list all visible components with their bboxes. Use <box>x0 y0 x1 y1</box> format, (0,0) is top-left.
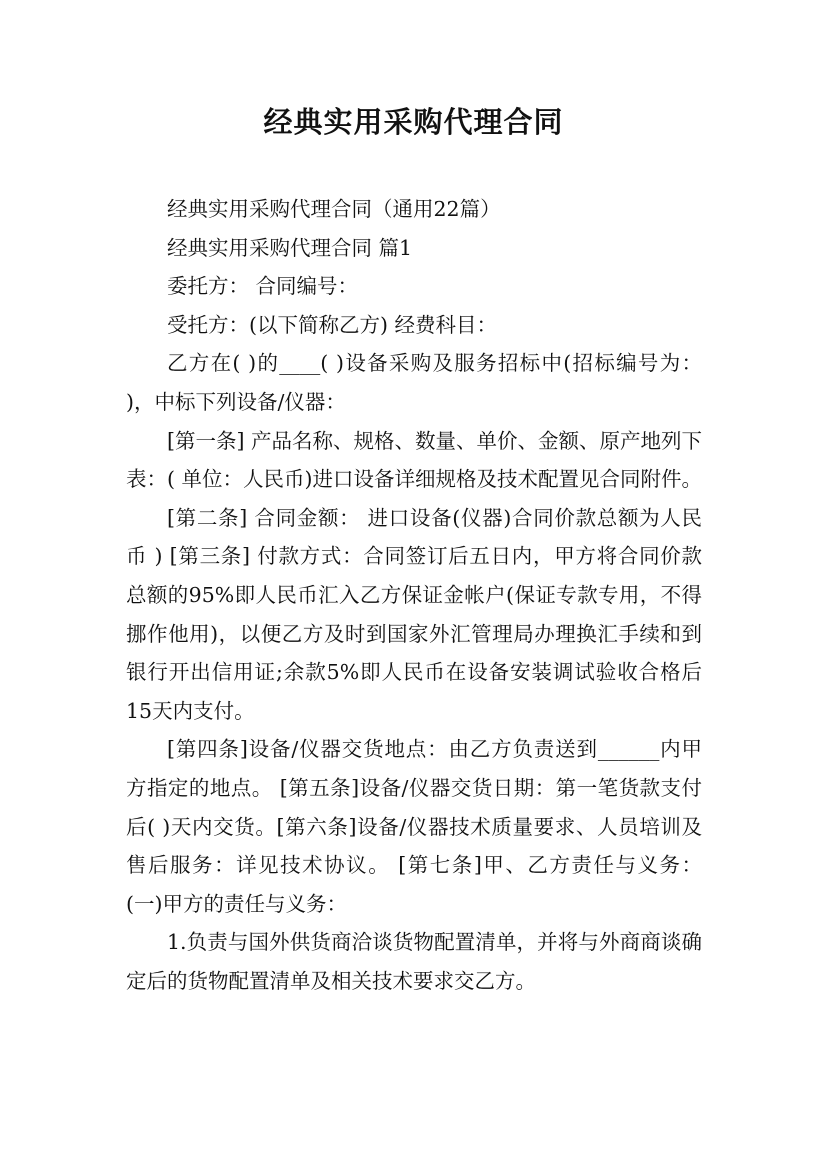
paragraph-part-title: 经典实用采购代理合同 篇1 <box>167 235 413 260</box>
paragraph-article-1: [第一条] 产品名称、规格、数量、单价、金额、原产地列下表：( 单位：人民币)进口设备详细规格及技术配置见合同附件。 <box>126 428 703 492</box>
paragraph-tender: 乙方在( )的____( )设备采购及服务招标中(招标编号为： )，中标下列设备/仪器： <box>126 351 702 414</box>
paragraph-heading: 经典实用采购代理合同（通用22篇） <box>167 197 501 221</box>
paragraph-client: 委托方： 合同编号： <box>167 274 359 299</box>
paragraph-obligation-1: 1.负责与国外供货商洽谈货物配置清单，并将与外商商谈确定后的货物配置清单及相关技术要求交乙方。 <box>126 930 702 993</box>
document-body <box>126 190 702 1000</box>
document-title: 经典实用采购代理合同 <box>263 105 564 139</box>
paragraph-article-2-3: [第二条] 合同金额： 进口设备(仪器)合同价款总额为人民币 ) [第三条] 付款方式：合同签订后五日内，甲方将合同价款总额的95%即人民币汇入乙方保证金帐户(保证专款专用，不得挪作他用)，以便乙方及时到国家外汇管理局办理换汇手续和到银行开出信用证;余款5%即人民币在设备安装调试验收合格后15天内支付。 <box>126 505 702 723</box>
paragraph-agent: 受托方：(以下简称乙方) 经费科目： <box>167 312 498 337</box>
paragraph-article-4-7: [第四条]设备/仪器交货地点：由乙方负责送到______内甲方指定的地点。 [第五条]设备/仪器交货日期：第一笔货款支付后( )天内交货。[第六条]设备/仪器技术质量要求、人员培训及售后服务：详见技术协议。 [第七条]甲、乙方责任与义务： (一)甲方的责任与义务： <box>126 737 702 916</box>
